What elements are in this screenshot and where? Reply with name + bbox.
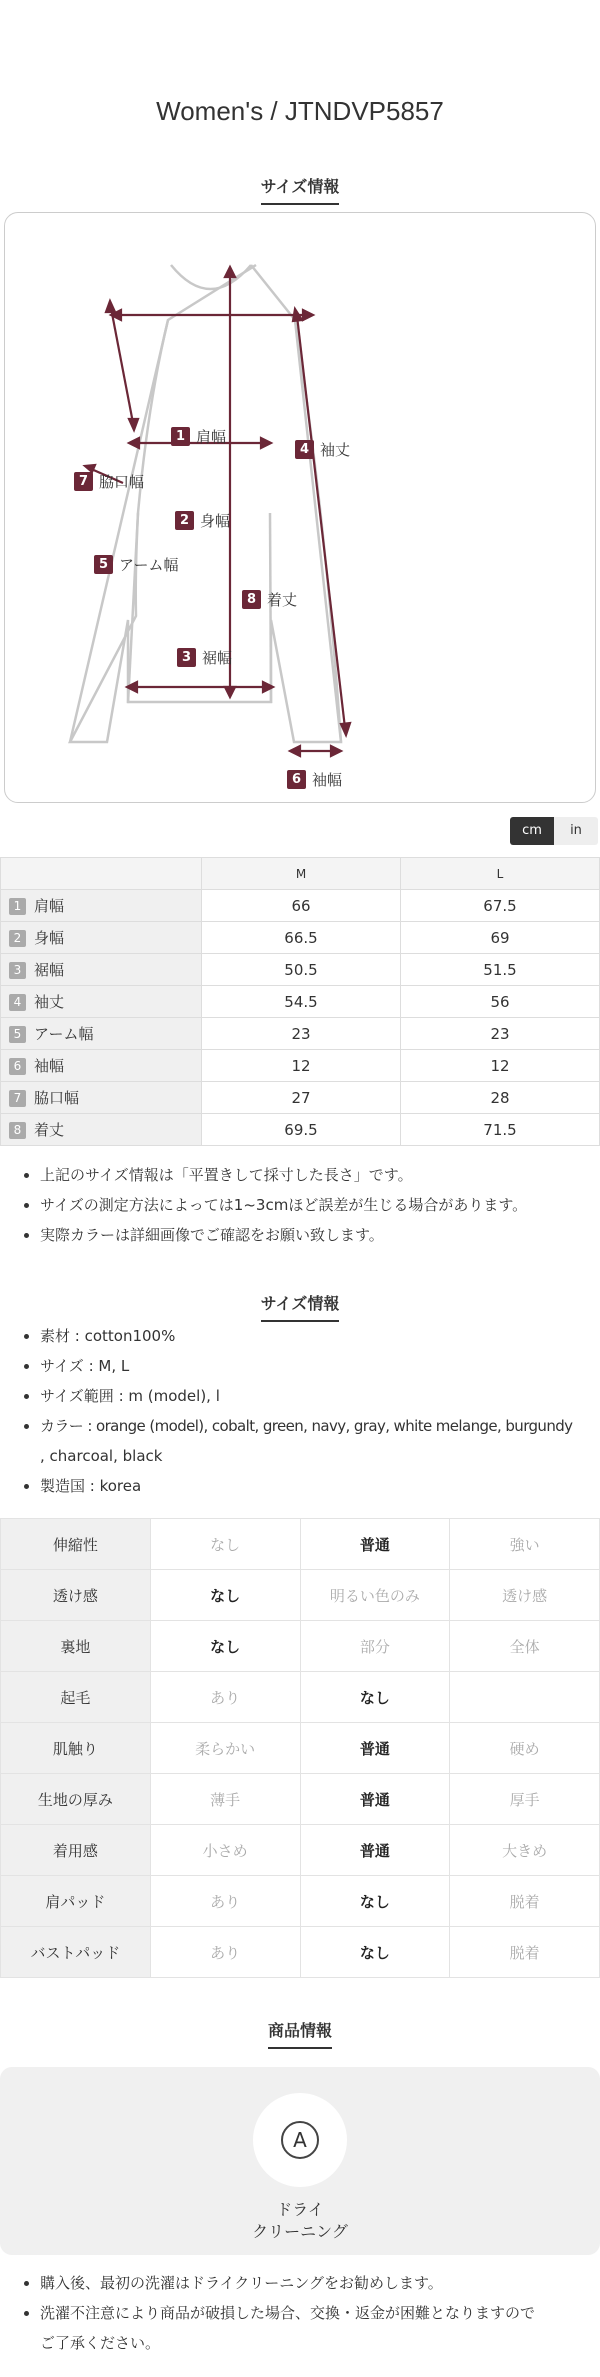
header-size-l: L — [401, 858, 600, 890]
property-option: なし — [300, 1927, 450, 1978]
property-option: 小さめ — [150, 1825, 300, 1876]
diagram-label-sleeve-width: 6 袖幅 — [287, 769, 342, 790]
property-option — [450, 1672, 600, 1723]
product-info-heading: 商品情報 — [0, 2018, 600, 2049]
property-label: 透け感 — [1, 1570, 151, 1621]
table-row — [1, 1050, 600, 1082]
cell-l: 71.5 — [401, 1114, 600, 1146]
list-item: • 上記のサイズ情報は「平置きして採寸した長さ」です。 — [40, 1160, 527, 1190]
property-option: あり — [150, 1927, 300, 1978]
cell-m: 66 — [202, 890, 401, 922]
row-number: 8 — [9, 1122, 26, 1139]
property-option: 薄手 — [150, 1774, 300, 1825]
cell-m: 12 — [202, 1050, 401, 1082]
care-label-line2: クリーニング — [252, 2222, 348, 2241]
table-row — [1, 1082, 600, 1114]
row-label: 裾幅 — [34, 961, 65, 979]
property-option: 脱着 — [450, 1927, 600, 1978]
row-label: 脇口幅 — [34, 1089, 80, 1107]
property-label: 肌触り — [1, 1723, 151, 1774]
header-size-m: M — [202, 858, 401, 890]
list-item: • 素材 : cotton100% — [40, 1321, 600, 1351]
table-row — [1, 1519, 600, 1570]
cell-m: 66.5 — [202, 922, 401, 954]
cell-l: 51.5 — [401, 954, 600, 986]
property-option: 透け感 — [450, 1570, 600, 1621]
list-item: • 製造国 : korea — [40, 1471, 600, 1501]
property-label: 生地の厚み — [1, 1774, 151, 1825]
property-option: 明るい色のみ — [300, 1570, 450, 1621]
property-option: 全体 — [450, 1621, 600, 1672]
garment-diagram-svg — [5, 213, 595, 802]
cell-l: 28 — [401, 1082, 600, 1114]
list-item: • 購入後、最初の洗濯はドライクリーニングをお勧めします。 — [40, 2268, 535, 2298]
property-option: なし — [300, 1672, 450, 1723]
row-number: 4 — [9, 994, 26, 1011]
unit-toggle — [510, 817, 598, 845]
cell-l: 56 — [401, 986, 600, 1018]
property-option: 普通 — [300, 1723, 450, 1774]
row-number: 7 — [9, 1090, 26, 1107]
list-item: • 洗濯不注意により商品が破損した場合、交換・返金が困難となりますので — [40, 2298, 535, 2328]
list-item-continuation: , charcoal, black — [40, 1447, 163, 1465]
property-label: 着用感 — [1, 1825, 151, 1876]
cell-l: 67.5 — [401, 890, 600, 922]
dry-clean-icon: A — [281, 2121, 319, 2159]
table-row — [1, 1114, 600, 1146]
property-label: 伸縮性 — [1, 1519, 151, 1570]
property-option: 硬め — [450, 1723, 600, 1774]
property-option: 柔らかい — [150, 1723, 300, 1774]
property-option: 大きめ — [450, 1825, 600, 1876]
list-item-continuation: ご了承ください。 — [40, 2334, 161, 2352]
property-option: なし — [150, 1621, 300, 1672]
table-row — [1, 1672, 600, 1723]
property-option: 脱着 — [450, 1876, 600, 1927]
row-number: 2 — [9, 930, 26, 947]
cell-m: 69.5 — [202, 1114, 401, 1146]
row-number: 3 — [9, 962, 26, 979]
diagram-label-length: 8 着丈 — [242, 589, 297, 610]
row-label: 肩幅 — [34, 897, 65, 915]
property-option: なし — [150, 1519, 300, 1570]
row-label: アーム幅 — [34, 1025, 94, 1043]
row-label: 身幅 — [34, 929, 65, 947]
table-row — [1, 1621, 600, 1672]
table-row — [1, 922, 600, 954]
property-option: 普通 — [300, 1825, 450, 1876]
cell-m: 27 — [202, 1082, 401, 1114]
list-item: • カラー : orange (model), cobalt, green, navy, gray, white melange, burgundy — [40, 1411, 600, 1441]
property-option: なし — [300, 1876, 450, 1927]
cell-l: 23 — [401, 1018, 600, 1050]
size-notes — [20, 1160, 527, 1250]
care-instructions — [0, 2067, 600, 2255]
cell-l: 12 — [401, 1050, 600, 1082]
property-label: 起毛 — [1, 1672, 151, 1723]
row-number: 1 — [9, 898, 26, 915]
size-table-header — [1, 858, 600, 890]
property-option: なし — [150, 1570, 300, 1621]
header-blank — [1, 858, 202, 890]
list-item: • サイズ : M, L — [40, 1351, 600, 1381]
unit-in-button[interactable]: in — [554, 817, 598, 845]
product-notes — [20, 2268, 535, 2358]
property-option: 部分 — [300, 1621, 450, 1672]
property-label: バストパッド — [1, 1927, 151, 1978]
care-label — [0, 2199, 600, 2243]
fabric-properties-table — [0, 1518, 600, 1978]
size-table — [0, 857, 600, 1146]
diagram-label-chest: 2 身幅 — [175, 510, 230, 531]
row-number: 5 — [9, 1026, 26, 1043]
property-option: 強い — [450, 1519, 600, 1570]
table-row — [1, 1876, 600, 1927]
property-label: 肩パッド — [1, 1876, 151, 1927]
diagram-label-armhole: 7 脇口幅 — [74, 471, 144, 492]
table-row — [1, 1018, 600, 1050]
list-item: • サイズの測定方法によっては1~3cmほど誤差が生じる場合があります。 — [40, 1190, 527, 1220]
property-option: あり — [150, 1876, 300, 1927]
property-option: あり — [150, 1672, 300, 1723]
cell-m: 54.5 — [202, 986, 401, 1018]
list-item: • サイズ範囲 : m (model), l — [40, 1381, 600, 1411]
table-row — [1, 1927, 600, 1978]
list-item: • 実際カラーは詳細画像でご確認をお願い致します。 — [40, 1220, 527, 1250]
size-info-heading: サイズ情報 — [0, 1291, 600, 1322]
diagram-label-arm-width: 5 アーム幅 — [94, 554, 179, 575]
size-diagram — [4, 212, 596, 803]
property-option: 厚手 — [450, 1774, 600, 1825]
table-row — [1, 1774, 600, 1825]
table-row — [1, 1723, 600, 1774]
table-row — [1, 1825, 600, 1876]
cell-m: 23 — [202, 1018, 401, 1050]
cell-m: 50.5 — [202, 954, 401, 986]
table-row — [1, 954, 600, 986]
care-label-line1: ドライ — [276, 2200, 324, 2219]
property-label: 裏地 — [1, 1621, 151, 1672]
cell-l: 69 — [401, 922, 600, 954]
spec-list — [20, 1321, 600, 1501]
row-number: 6 — [9, 1058, 26, 1075]
unit-cm-button[interactable]: cm — [510, 817, 554, 845]
row-label: 着丈 — [34, 1121, 65, 1139]
diagram-label-sleeve-length: 4 袖丈 — [295, 439, 350, 460]
row-label: 袖丈 — [34, 993, 65, 1011]
care-circle — [253, 2093, 347, 2187]
property-option: 普通 — [300, 1519, 450, 1570]
page-title: Women's / JTNDVP5857 — [156, 96, 444, 126]
diagram-label-shoulder: 1 肩幅 — [171, 426, 226, 447]
property-option: 普通 — [300, 1774, 450, 1825]
table-row — [1, 890, 600, 922]
table-row — [1, 986, 600, 1018]
size-section-heading: サイズ情報 — [0, 174, 600, 205]
diagram-label-hem: 3 裾幅 — [177, 647, 232, 668]
table-row — [1, 1570, 600, 1621]
row-label: 袖幅 — [34, 1057, 65, 1075]
